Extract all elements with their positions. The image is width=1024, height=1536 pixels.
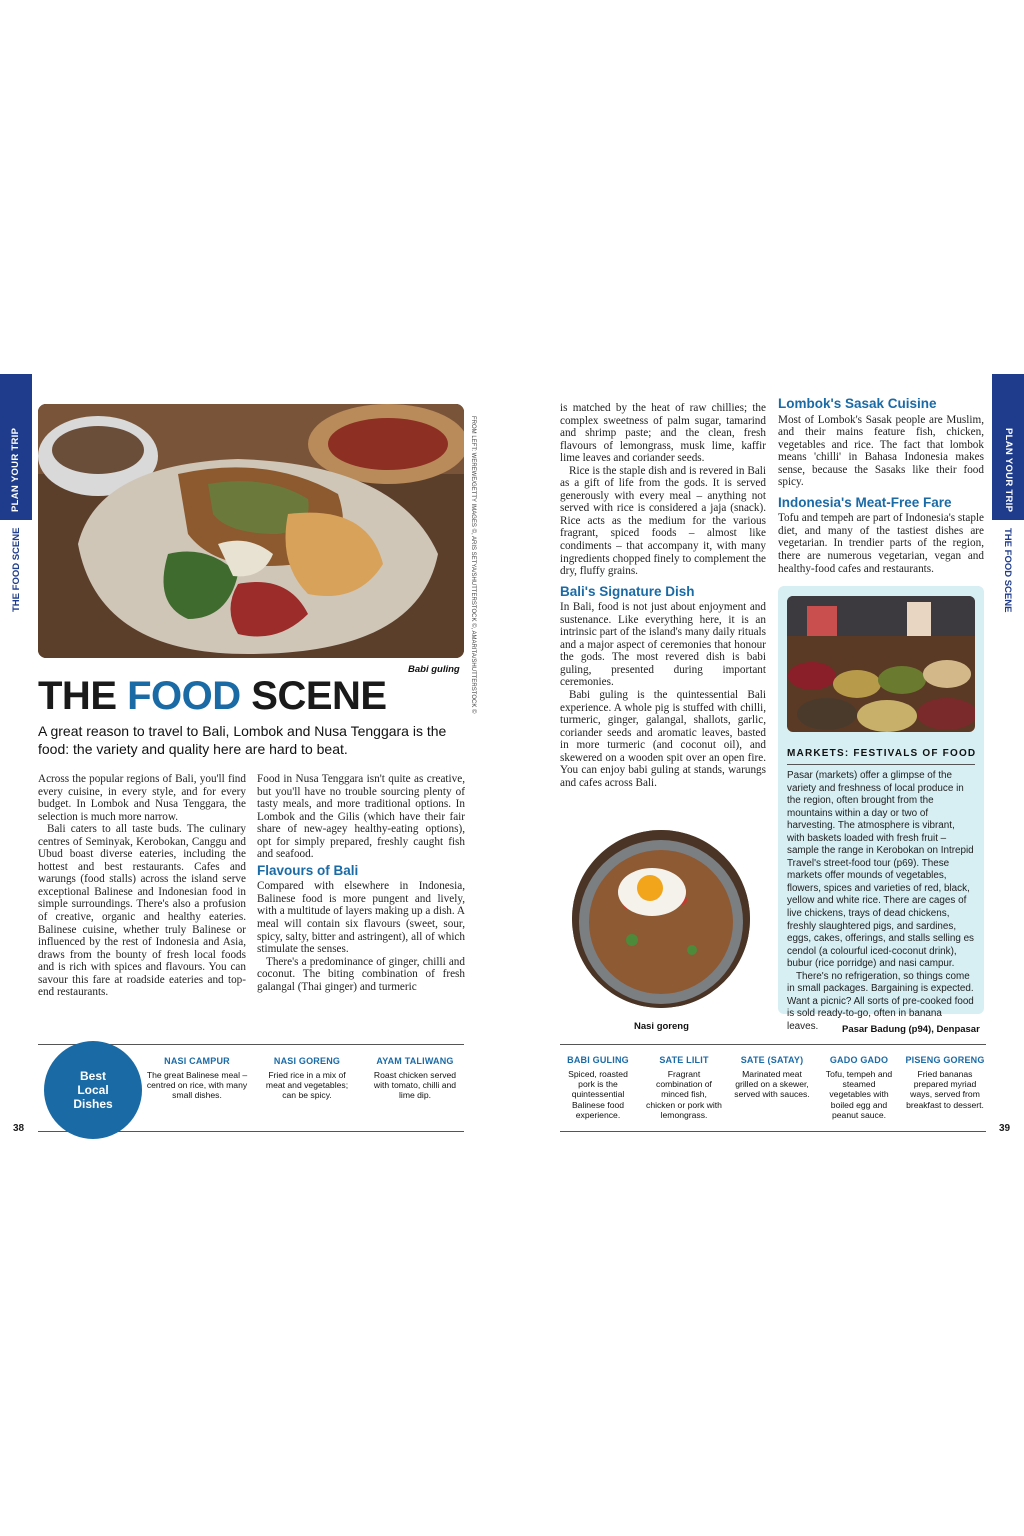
right-dish-1	[562, 1055, 634, 1120]
title-accent: FOOD	[127, 674, 241, 718]
paragraph: Compared with elsewhere in Indonesia, Balinese food is more pungent and lively, with a multitude of layers making up a dish. A meal will contain six flavours (sweet, sour, spicy, salty, bitter and astringent), all of which stimulate the senses.	[257, 880, 465, 956]
page-title	[38, 674, 387, 719]
dish-description: Marinated meat grilled on a skewer, served with sauces.	[734, 1069, 810, 1100]
paragraph: Rice is the staple dish and is revered in Bali as a gift of life from the gods. It is served generously with every meal – anything not served with rice is considered a jaja (snack). Rice acts as the medium for the various fragrant, spiced foods – almost like condiments – that accompany it, with many ingredients chopped finely to complement the dry, fluffy grains.	[560, 464, 766, 578]
paragraph: There's a predominance of ginger, chilli and coconut. The biting combination of fresh galangal (Thai ginger) and turmeric	[257, 955, 465, 993]
market-illustration	[787, 596, 975, 732]
dish-name: AYAM TALIWANG	[376, 1056, 454, 1066]
right-dishes-top-rule	[560, 1044, 986, 1045]
left-column-2	[257, 773, 465, 993]
dish-name: BABI GULING	[567, 1055, 629, 1065]
dish-description: Roast chicken served with tomato, chilli and lime dip.	[373, 1070, 457, 1101]
markets-paragraph: There's no refrigeration, so things come in small packages. Bargaining is expected. Want a picnic? All sorts of pre-cooked food is sold ready-to-go, often in banana leaves.	[787, 970, 974, 1032]
left-dish-1	[146, 1056, 248, 1101]
dish-description: Tofu, tempeh and steamed vegetables with boiled egg and peanut sauce.	[825, 1069, 893, 1120]
dish-description: Spiced, roasted pork is the quintessential Balinese food experience.	[568, 1069, 628, 1120]
best-local-dishes-badge	[44, 1041, 142, 1139]
title-part-1: THE	[38, 674, 128, 718]
page-number-left: 38	[13, 1123, 25, 1134]
paragraph: In Bali, food is not just about enjoyment and sustenance. Like everything here, it is an intrinsic part of the island's many daily rituals and a major aspect of ceremonies that honour the gods. The most revered dish is babi guling, presented during important ceremonies.	[560, 601, 766, 689]
dish-name: SATE LILIT	[659, 1055, 709, 1065]
dish-name: NASI GORENG	[273, 1056, 341, 1066]
nasi-goreng-caption: Nasi goreng	[634, 1021, 689, 1032]
paragraph: is matched by the heat of raw chillies; the complex sweetness of palm sugar, tamarind and shrimp paste; and the clean, fresh flavours of lemongrass, musk lime, kaffir lime leaves and coriander seeds.	[560, 402, 766, 465]
left-dish-2	[258, 1056, 356, 1101]
paragraph: Across the popular regions of Bali, you'll find every cuisine, in every style, and for every budget. In Lombok and Nusa Tenggara, the selection is much more narrow.	[38, 773, 246, 823]
market-caption: Pasar Badung (p94), Denpasar	[842, 1024, 980, 1035]
title-part-3: SCENE	[240, 674, 387, 718]
left-section-tab	[0, 374, 32, 520]
signature-dish-heading: Bali's Signature Dish	[560, 583, 695, 599]
markets-title: MARKETS: FESTIVALS OF FOOD	[787, 748, 977, 759]
flavours-heading: Flavours of Bali	[257, 862, 359, 878]
section-tab-label: PLAN YOUR TRIP	[1003, 428, 1014, 513]
markets-title-rule	[787, 764, 975, 765]
paragraph: Tofu and tempeh are part of Indonesia's staple diet, and many of the tastiest dishes are vegetarian. In trendier parts of the region, there are numerous vegetarian, vegan and healthy-food cafes and restaurants.	[778, 512, 984, 575]
babi-guling-caption: Babi guling	[408, 664, 460, 675]
page-number-right: 39	[999, 1123, 1011, 1134]
paragraph: Most of Lombok's Sasak people are Muslim, and their mains feature fish, chicken, vegetables and rice. The fact that lombok means 'chilli' in Bahasa Indonesia makes sense, because the Sasaks like their food spicy.	[778, 413, 984, 489]
right-dish-5	[904, 1055, 986, 1110]
babi-guling-photo	[38, 404, 464, 658]
market-photo	[787, 596, 975, 732]
markets-paragraph: Pasar (markets) offer a glimpse of the variety and freshness of local produce in the region, often brought from the mountains within a day or two of harvesting. The atmosphere is vibrant, with baskets loaded with fresh fruit – sample the range in Kerobokan on Intrepid Travel's street-food tour (p69). These markets offer mounds of vegetables, flowers, spices and varieties of red, black, yellow and white rice. There are cages of live chickens, trays of dead chickens, freshly slaughtered pigs, and sardines, eggs, cakes, offerings, and stalls selling es cendol (a colourful iced-coconut drink), bubur (rice porridge) and nasi campur.	[787, 770, 974, 970]
meatfree-heading: Indonesia's Meat-Free Fare	[778, 494, 952, 510]
left-dish-3	[366, 1056, 464, 1101]
right-dish-3	[732, 1055, 812, 1100]
dish-name: SATE (SATAY)	[740, 1055, 804, 1065]
right-dish-4	[822, 1055, 896, 1120]
right-dishes-bottom-rule	[560, 1131, 986, 1132]
chapter-tab-label: THE FOOD SCENE	[11, 527, 22, 612]
right-column-1	[560, 402, 766, 789]
paragraph: Babi guling is the quintessential Bali experience. A whole pig is stuffed with chilli, turmeric, ginger, galangal, shallots, garlic, coriander seeds and aromatic leaves, basted in more turmeric (and coconut oil), and skewered on a wooden spit over an open fire. You can enjoy babi guling at stands, warungs and cafes across Bali.	[560, 689, 766, 789]
dish-name: PISENG GORENG	[905, 1055, 985, 1065]
dish-description: Fried bananas prepared myriad ways, served from breakfast to dessert.	[906, 1069, 984, 1110]
dish-name: GADO GADO	[829, 1055, 889, 1065]
paragraph: Food in Nusa Tenggara isn't quite as creative, but you'll have no trouble sourcing plenty of tasty meals, and more traditional options. In Lombok and the Gilis (which have their fair share of new-agey healthy-eating options), opt for simply prepared, freshly caught fish and seafood.	[257, 773, 465, 861]
badge-label: Best Local Dishes	[73, 1069, 113, 1111]
babi-guling-illustration	[38, 404, 464, 658]
section-tab-label: PLAN YOUR TRIP	[10, 427, 21, 512]
nasi-goreng-photo	[572, 830, 750, 1008]
dish-description: The great Balinese meal – centred on rice, with many small dishes.	[146, 1070, 248, 1101]
dish-description: Fried rice in a mix of meat and vegetables; can be spicy.	[265, 1070, 349, 1101]
sasak-heading: Lombok's Sasak Cuisine	[778, 396, 937, 411]
right-dish-2	[646, 1055, 722, 1120]
markets-text	[787, 770, 975, 1033]
right-column-2	[778, 398, 984, 575]
chapter-tab-label: THE FOOD SCENE	[1002, 528, 1013, 613]
nasi-goreng-illustration	[572, 830, 750, 1008]
left-column-1	[38, 773, 246, 999]
paragraph: Bali caters to all taste buds. The culinary centres of Seminyak, Kerobokan, Canggu and Ubud boast diverse eateries, including the hottest and best restaurants. Cafes and warungs (food stalls) across the island serve exceptional Balinese and Indonesian food in simple surroundings. There's also a profusion of creative, organic and healthy eateries. Balinese cuisine, whether truly Balinese or influenced by the rest of Indonesia and Asia, draws from the bounty of fresh local foods and is rich with spices and flavours. You can savour this fare at roadside eateries and top-end restaurants.	[38, 823, 246, 999]
photo-credit: FROM LEFT: WEREWE/GETTY IMAGES ©, ARIS SETYA/SHUTTERSTOCK ©, AMARITA/SHUTTERSTOCK ©	[470, 416, 476, 714]
dish-description: Fragrant combination of minced fish, chicken or pork with lemongrass.	[646, 1069, 722, 1120]
intro-text: A great reason to travel to Bali, Lombok and Nusa Tenggara is the food: the variety and quality here are hard to beat.	[38, 723, 447, 757]
right-section-tab	[992, 374, 1024, 520]
dish-name: NASI CAMPUR	[164, 1056, 230, 1066]
